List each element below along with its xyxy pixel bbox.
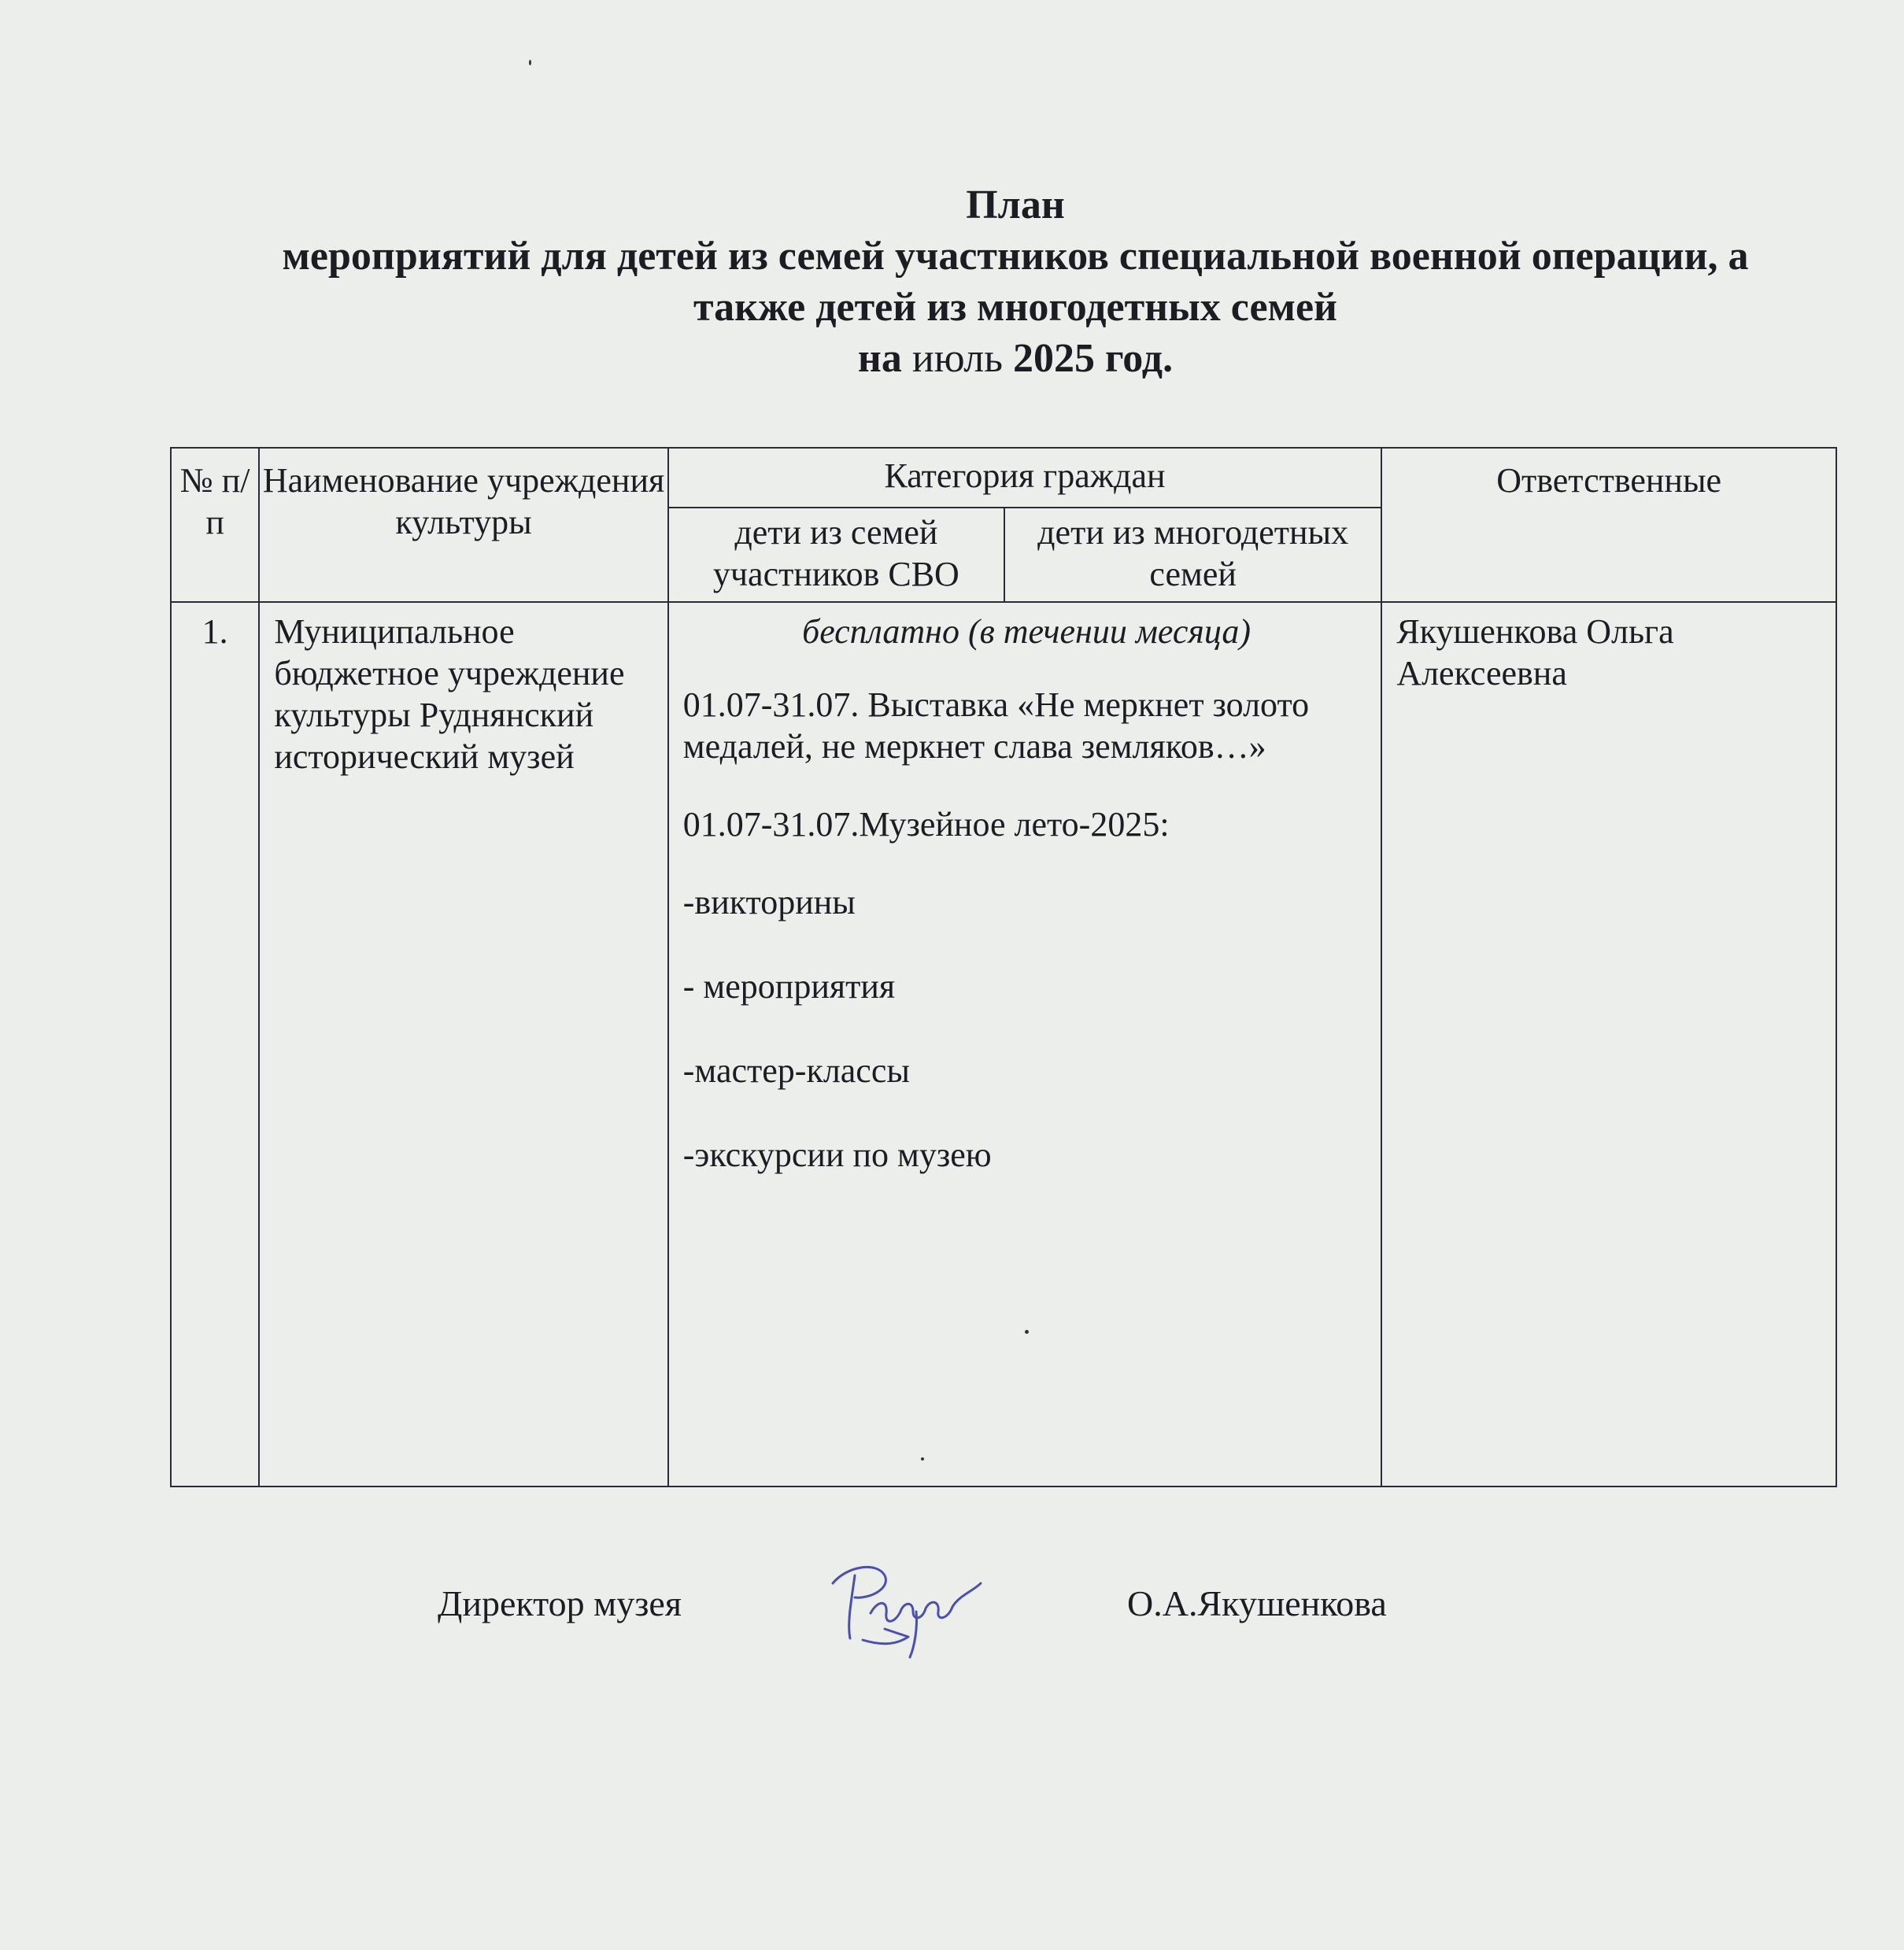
- sub-event-museum-tours: -экскурсии по музею: [682, 1136, 992, 1174]
- free-of-charge-note: бесплатно (в течении месяца): [802, 612, 1251, 651]
- table-row: [171, 602, 1836, 1487]
- header-institution: Наименование учреждения культуры: [259, 448, 667, 602]
- title-period-month: июль: [901, 336, 1013, 381]
- signature-position: Директор музея: [438, 1583, 682, 1623]
- events-plan-table: [170, 447, 1837, 1487]
- sub-event-activities: - мероприятия: [682, 967, 896, 1006]
- paper-speck: [529, 60, 531, 65]
- header-category: Категория граждан: [668, 448, 1382, 508]
- table-header-row: [171, 448, 1836, 508]
- row-events: [668, 602, 1382, 1487]
- row-responsible: Якушенкова Ольга Алексеевна: [1381, 602, 1836, 1487]
- header-category-svo: дети из семей участников СВО: [668, 508, 1004, 602]
- paper-speck: [921, 1457, 924, 1461]
- title-period-prefix: на: [857, 336, 902, 381]
- sub-event-master-classes: -мастер-классы: [682, 1051, 910, 1090]
- title-subtitle-line2: также детей из многодетных семей: [693, 285, 1337, 330]
- header-number: № п/п: [171, 448, 259, 602]
- title-main: План: [966, 183, 1065, 227]
- header-category-large-families: дети из многодетных семей: [1004, 508, 1381, 602]
- paper-speck: [1025, 1330, 1029, 1334]
- event-museum-summer: 01.07-31.07.Музейное лето-2025:: [682, 805, 1170, 844]
- handwritten-signature: [815, 1552, 989, 1662]
- title-subtitle-line1: мероприятий для детей из семей участников специальной военной операции, а: [282, 234, 1749, 279]
- signatory-name: О.А.Якушенкова: [1127, 1583, 1387, 1623]
- event-exhibition: 01.07-31.07. Выставка «Не меркнет золото медалей, не меркнет слава земляков…»: [682, 685, 1310, 766]
- sub-event-quizzes: -викторины: [682, 883, 856, 921]
- title-period-year: 2025 год.: [1012, 336, 1174, 381]
- title-period: [173, 333, 1858, 384]
- row-number: 1.: [171, 602, 259, 1487]
- header-responsible: Ответственные: [1381, 448, 1836, 602]
- row-institution: Муниципальное бюджетное учреждение культуры Руднянский исторический музей: [259, 602, 667, 1487]
- document-title: [173, 179, 1858, 384]
